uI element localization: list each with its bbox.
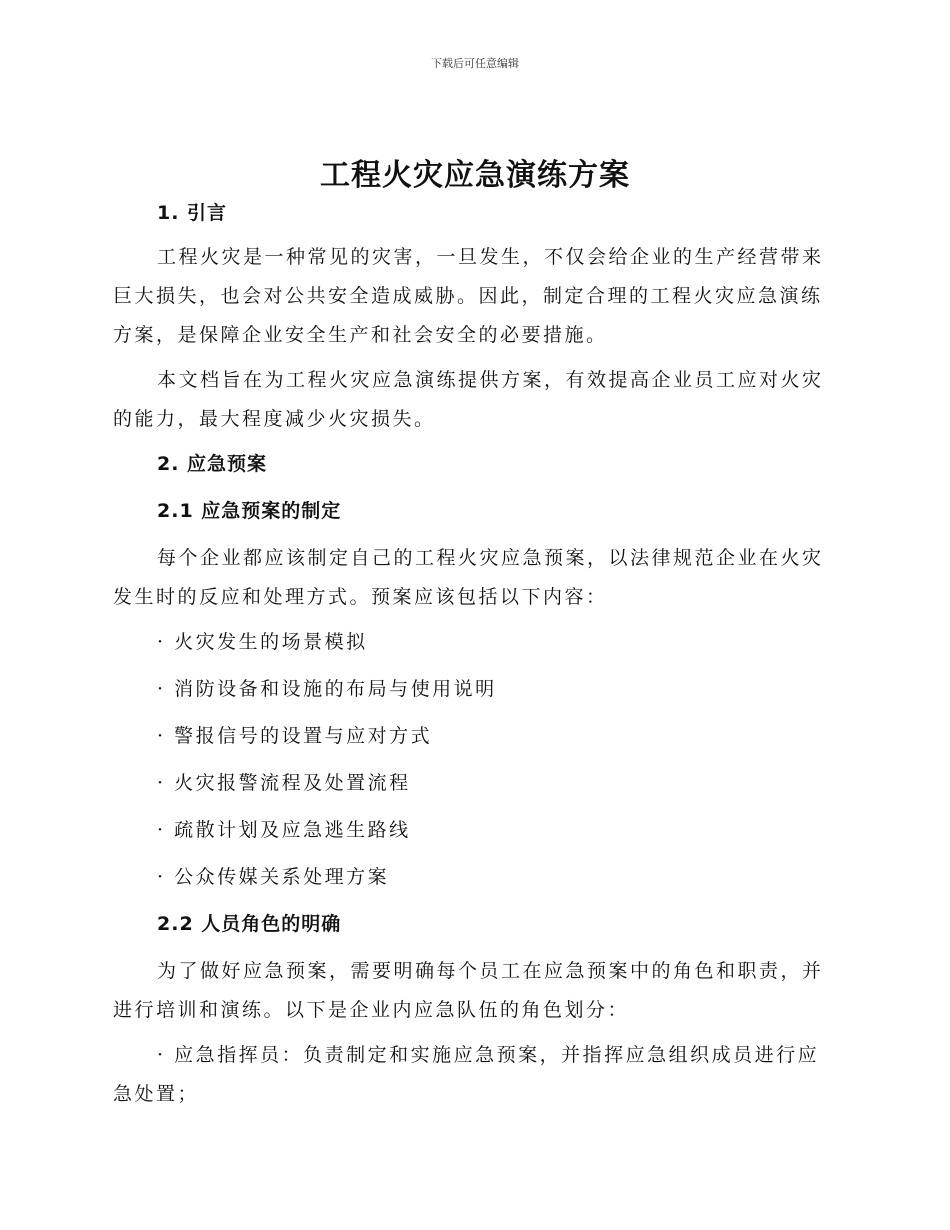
subsection-heading-plan-1: 2.1 应急预案的制定 <box>157 500 342 522</box>
section-heading-intro: 1. 引言 <box>157 202 228 224</box>
list-item-plan: · 警报信号的设置与应对方式 <box>157 725 433 747</box>
list-item-role: · 应急指挥员：负责制定和实施应急预案，并指挥应急组织成员进行应急处置； <box>113 1044 820 1105</box>
header-note: 下载后可任意编辑 <box>431 57 519 70</box>
paragraph-intro-1: 工程火灾是一种常见的灾害，一旦发生，不仅会给企业的生产经营带来巨大损失，也会对公共安全造成威胁。因此，制定合理的工程火灾应急演练方案，是保障企业安全生产和社会安全的必要措施。 <box>113 246 824 346</box>
list-item-plan: · 火灾报警流程及处置流程 <box>157 772 411 794</box>
paragraph-plan-1: 每个企业都应该制定自己的工程火灾应急预案，以法律规范企业在火灾发生时的反应和处理方式。预案应该包括以下内容： <box>113 547 824 608</box>
paragraph-roles-1: 为了做好应急预案，需要明确每个员工在应急预案中的角色和职责，并进行培训和演练。以下是企业内应急队伍的角色划分： <box>113 960 824 1021</box>
subsection-heading-plan-2: 2.2 人员角色的明确 <box>157 913 342 935</box>
document-title: 工程火灾应急演练方案 <box>320 158 630 193</box>
list-item-plan: · 疏散计划及应急逃生路线 <box>157 819 411 841</box>
list-item-plan: · 消防设备和设施的布局与使用说明 <box>157 678 497 700</box>
list-item-plan: · 公众传媒关系处理方案 <box>157 866 390 888</box>
list-item-plan: · 火灾发生的场景模拟 <box>157 631 368 653</box>
section-heading-plan: 2. 应急预案 <box>157 453 268 475</box>
paragraph-intro-2: 本文档旨在为工程火灾应急演练提供方案，有效提高企业员工应对火灾的能力，最大程度减少火灾损失。 <box>113 369 824 430</box>
